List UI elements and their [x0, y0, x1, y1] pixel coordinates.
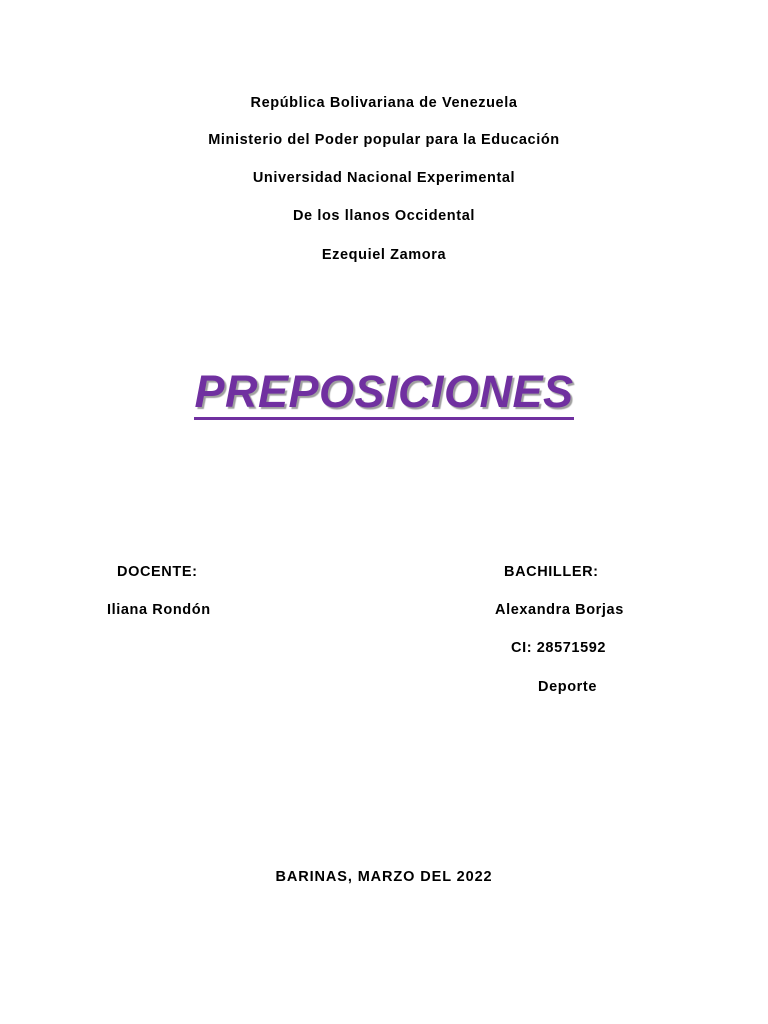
bachiller-ci: CI: 28571592 [511, 640, 607, 656]
bachiller-name: Alexandra Borjas [495, 602, 624, 618]
republic-line: República Bolivariana de Venezuela [250, 95, 518, 111]
document-title-text: PREPOSICIONES [194, 366, 573, 420]
docente-name: Iliana Rondón [107, 602, 211, 618]
document-title [0, 364, 768, 420]
place-date-footer: BARINAS, MARZO DEL 2022 [275, 869, 493, 885]
bachiller-career: Deporte [538, 679, 597, 695]
bachiller-label: BACHILLER: [504, 564, 599, 580]
docente-label: DOCENTE: [117, 564, 198, 580]
ministry-line: Ministerio del Poder popular para la Educación [208, 132, 560, 148]
university-line: Universidad Nacional Experimental [252, 170, 516, 186]
university-name-line: Ezequiel Zamora [321, 247, 447, 263]
region-line: De los llanos Occidental [292, 208, 475, 224]
